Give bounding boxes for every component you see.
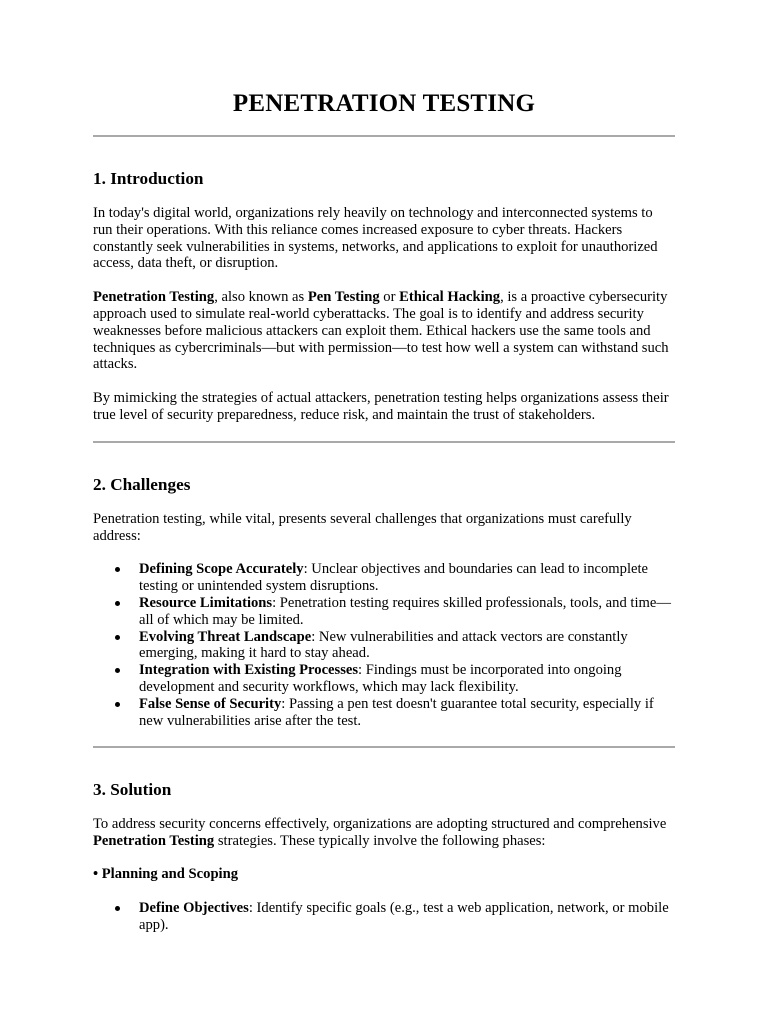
list-item-text: : Findings must be incorporated into ongoing development and security workflows, which may lack flexibility.	[139, 662, 622, 695]
list-item	[139, 696, 675, 730]
intro-paragraph-1: In today's digital world, organizations rely heavily on technology and interconnected systems to run their operations. With this reliance comes increased exposure to cyber threats. Hackers constantly seek vulnerabilities in systems, networks, and applications to exploit for unauthorized access, data theft, or disruption.	[93, 205, 658, 272]
solution-lead-text-a: To address security concerns effectively, organizations are adopting structured and comprehensive	[93, 816, 667, 833]
divider	[93, 135, 675, 137]
list-item-text: : Passing a pen test doesn't guarantee total security, especially if new vulnerabilities arise after the test.	[139, 695, 654, 729]
phase-title-text: • Planning and Scoping	[93, 865, 239, 882]
document-title: PENETRATION TESTING	[232, 90, 536, 117]
solution-lead	[93, 816, 675, 850]
divider	[93, 441, 675, 443]
section-heading-solution: 3. Solution	[93, 780, 172, 800]
list-item-text: : Unclear objectives and boundaries can lead to incomplete testing or unintended system disruptions.	[139, 561, 649, 595]
term-penetration-testing: Penetration Testing	[93, 289, 215, 306]
term-pen-testing: Pen Testing	[307, 289, 380, 306]
list-item	[139, 900, 675, 934]
divider	[93, 746, 675, 748]
intro-paragraph-2-text-c: , is a proactive cybersecurity approach used to simulate real-world cyberattacks. The goal is to identify and address security weaknesses before malicious attackers can exploit them. Ethical hackers use the same tools and techniques as cybercriminals—but with permission—to test how well a system can withstand such attacks.	[93, 289, 669, 373]
list-item-text: : Penetration testing requires skilled professionals, tools, and time—all of which may be limited.	[139, 594, 671, 628]
list-item-text: : New vulnerabilities and attack vectors are constantly emerging, making it hard to stay ahead.	[139, 628, 628, 662]
list-item-term: Integration with Existing Processes	[139, 662, 359, 679]
bullet-icon	[115, 567, 120, 572]
challenges-list	[93, 561, 675, 729]
list-item-text: : Identify specific goals (e.g., test a web application, network, or mobile app).	[139, 899, 669, 933]
challenges-lead: Penetration testing, while vital, presents several challenges that organizations must carefully address:	[93, 510, 632, 544]
bullet-icon	[115, 601, 120, 606]
document-page	[93, 0, 675, 933]
list-item-term: Evolving Threat Landscape	[139, 628, 312, 645]
section-heading-introduction: 1. Introduction	[93, 169, 204, 188]
intro-paragraph-2-text-a: , also known as	[214, 289, 308, 306]
list-item-term: Defining Scope Accurately	[139, 561, 304, 578]
list-item-term: Resource Limitations	[139, 594, 273, 611]
bullet-icon	[115, 906, 120, 911]
list-item	[139, 561, 675, 595]
term-ethical-hacking: Ethical Hacking	[399, 289, 501, 306]
intro-paragraph-2	[93, 289, 675, 373]
list-item-term: False Sense of Security	[139, 695, 282, 712]
solution-lead-text-b: strategies. These typically involve the following phases:	[214, 833, 546, 850]
list-item	[139, 595, 675, 629]
bullet-icon	[115, 702, 120, 707]
list-item	[139, 629, 675, 663]
list-item	[139, 662, 675, 696]
term-penetration-testing: Penetration Testing	[93, 833, 215, 850]
list-item-term: Define Objectives	[139, 899, 249, 916]
intro-paragraph-3: By mimicking the strategies of actual attackers, penetration testing helps organizations assess their true level of security preparedness, reduce risk, and maintain the trust of stakeholders.	[93, 390, 669, 423]
phase-list	[93, 900, 675, 934]
phase-title	[93, 866, 675, 883]
bullet-icon	[115, 668, 120, 673]
intro-paragraph-2-text-b: or	[379, 289, 400, 306]
section-heading-challenges: 2. Challenges	[93, 474, 191, 494]
bullet-icon	[115, 635, 120, 640]
